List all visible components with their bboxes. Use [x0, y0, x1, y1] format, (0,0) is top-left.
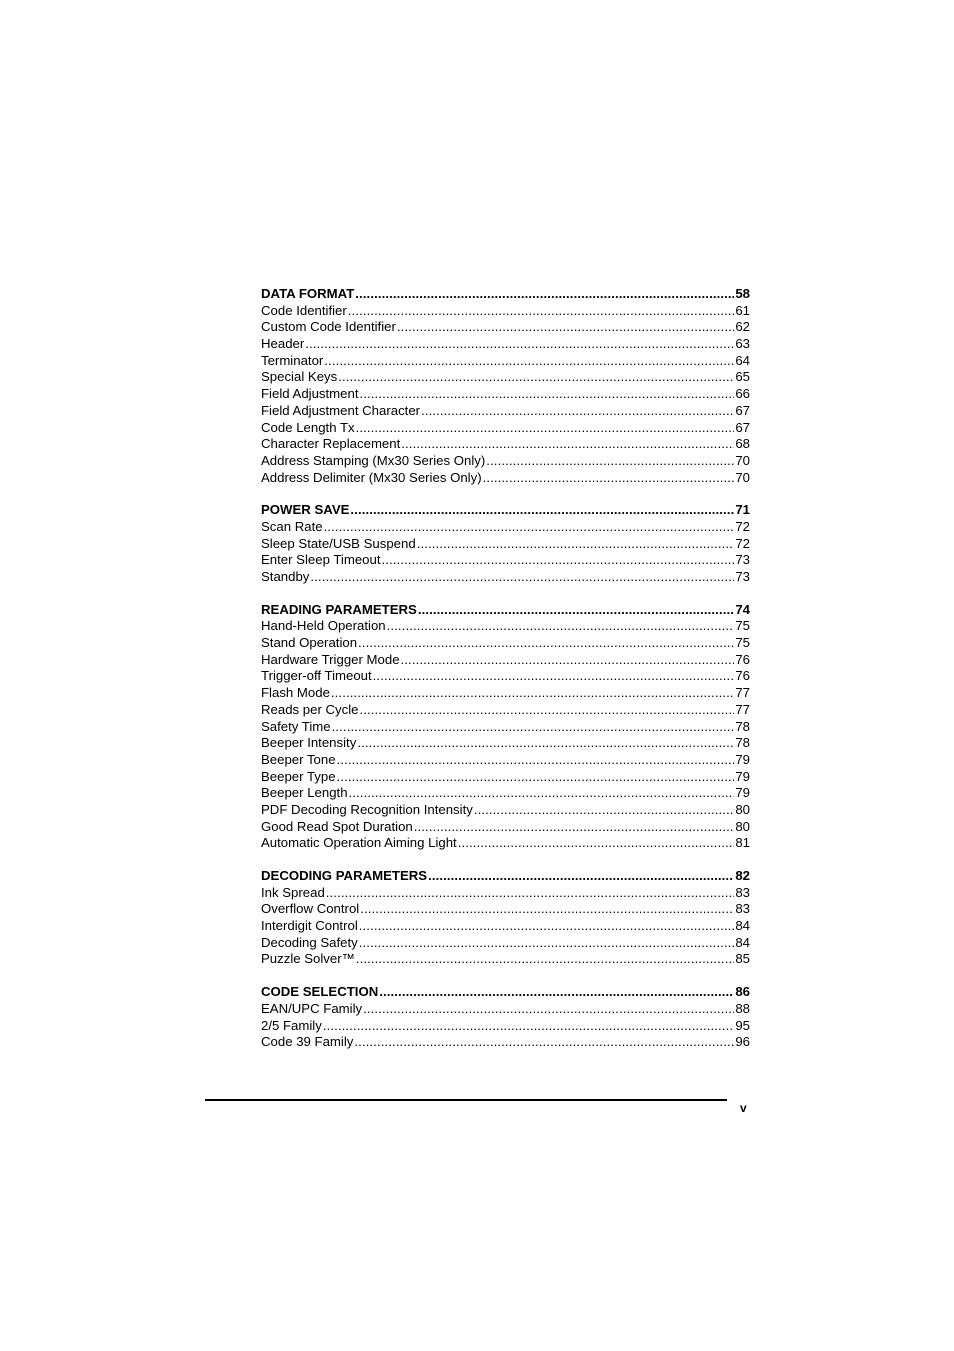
toc-entry-label: Terminator	[261, 352, 324, 368]
toc-entry-label: CODE SELECTION	[261, 984, 379, 1000]
table-of-contents	[261, 286, 750, 1067]
toc-entry-page: 72	[735, 535, 750, 551]
toc-entry-page: 75	[735, 618, 750, 634]
dot-leader	[486, 453, 734, 470]
toc-entry-label: Reads per Cycle	[261, 701, 359, 717]
dot-leader	[417, 536, 735, 553]
dot-leader	[458, 835, 735, 852]
footer-divider	[205, 1099, 727, 1101]
toc-entry-label: Safety Time	[261, 718, 331, 734]
dot-leader	[387, 618, 735, 635]
toc-entry-label: Scan Rate	[261, 518, 323, 534]
dot-leader	[379, 984, 734, 1001]
toc-entry[interactable]	[261, 552, 750, 569]
toc-entry-label: Custom Code Identifier	[261, 319, 396, 335]
dot-leader	[382, 552, 735, 569]
toc-entry[interactable]	[261, 901, 750, 918]
toc-entry[interactable]	[261, 702, 750, 719]
toc-entry-page: 81	[735, 835, 750, 851]
toc-entry-page: 79	[735, 768, 750, 784]
toc-entry[interactable]	[261, 1018, 750, 1035]
dot-leader	[355, 286, 734, 303]
dot-leader	[359, 935, 735, 952]
toc-entry-page: 84	[735, 934, 750, 950]
toc-entry-label: Special Keys	[261, 369, 338, 385]
toc-entry[interactable]	[261, 835, 750, 852]
toc-sections	[261, 286, 750, 1051]
dot-leader	[357, 735, 734, 752]
toc-entry-label: Puzzle Solver™	[261, 951, 355, 967]
toc-entry-label: Beeper Tone	[261, 751, 336, 767]
toc-entry-page: 68	[735, 436, 750, 452]
toc-entry-label: Address Stamping (Mx30 Series Only)	[261, 452, 486, 468]
toc-section	[261, 602, 750, 852]
toc-entry-page: 62	[735, 319, 750, 335]
dot-leader	[418, 602, 735, 619]
toc-entry-label: Trigger-off Timeout	[261, 668, 372, 684]
toc-entry-page: 65	[735, 369, 750, 385]
toc-entry-page: 73	[735, 569, 750, 584]
toc-entry-label: Beeper Intensity	[261, 735, 357, 751]
toc-entry-page: 67	[735, 419, 750, 435]
toc-entry-label: 2/5 Family	[261, 1017, 322, 1033]
toc-entry-page: 77	[735, 701, 750, 717]
dot-leader	[397, 319, 734, 336]
toc-entry[interactable]	[261, 885, 750, 902]
toc-entry[interactable]	[261, 403, 750, 420]
toc-entry-page: 73	[735, 552, 750, 568]
toc-entry-page: 77	[735, 685, 750, 701]
toc-entry-label: Ink Spread	[261, 884, 325, 900]
toc-entry[interactable]	[261, 685, 750, 702]
toc-entry-label: Code Length Tx	[261, 419, 355, 435]
toc-entry-page: 71	[735, 502, 750, 518]
dot-leader	[337, 769, 735, 786]
toc-entry-label: Code 39 Family	[261, 1034, 354, 1050]
toc-entry-page: 78	[735, 735, 750, 751]
toc-entry-label: Address Delimiter (Mx30 Series Only)	[261, 469, 482, 485]
toc-entry[interactable]	[261, 668, 750, 685]
toc-entry[interactable]	[261, 819, 750, 836]
toc-section	[261, 984, 750, 1051]
toc-entry-label: Hand-Held Operation	[261, 618, 386, 634]
toc-entry[interactable]	[261, 618, 750, 635]
toc-entry-label: Interdigit Control	[261, 918, 358, 934]
toc-entry-label: POWER SAVE	[261, 502, 350, 518]
toc-entry[interactable]	[261, 569, 750, 586]
toc-entry[interactable]	[261, 802, 750, 819]
toc-entry-page: 70	[735, 452, 750, 468]
toc-entry[interactable]	[261, 935, 750, 952]
toc-section-heading[interactable]	[261, 502, 750, 519]
toc-entry-page: 82	[735, 868, 750, 883]
dot-leader	[373, 668, 735, 685]
toc-section-heading[interactable]	[261, 868, 750, 885]
toc-section-heading[interactable]	[261, 286, 750, 303]
toc-entry-label: Hardware Trigger Mode	[261, 651, 400, 667]
toc-entry-page: 85	[735, 951, 750, 967]
toc-entry[interactable]	[261, 453, 750, 470]
toc-entry[interactable]	[261, 369, 750, 386]
dot-leader	[338, 369, 734, 386]
dot-leader	[350, 502, 734, 519]
toc-entry-label: Overflow Control	[261, 901, 360, 917]
dot-leader	[358, 635, 734, 652]
toc-entry-label: EAN/UPC Family	[261, 1000, 363, 1016]
toc-entry-label: Beeper Length	[261, 785, 348, 801]
dot-leader	[331, 685, 734, 702]
dot-leader	[414, 819, 735, 836]
toc-entry-page: 67	[735, 402, 750, 418]
toc-entry-page: 74	[735, 601, 750, 617]
toc-entry-label: Beeper Type	[261, 768, 336, 784]
toc-entry[interactable]	[261, 752, 750, 769]
toc-entry-page: 72	[735, 518, 750, 534]
dot-leader	[428, 868, 734, 885]
toc-entry-label: Decoding Safety	[261, 934, 358, 950]
toc-entry[interactable]	[261, 951, 750, 968]
toc-entry[interactable]	[261, 769, 750, 786]
dot-leader	[324, 353, 734, 370]
dot-leader	[360, 901, 734, 918]
toc-section	[261, 502, 750, 585]
toc-entry-label: DECODING PARAMETERS	[261, 868, 428, 883]
toc-entry-label: READING PARAMETERS	[261, 601, 417, 617]
toc-entry[interactable]	[261, 470, 750, 487]
toc-entry[interactable]	[261, 420, 750, 437]
toc-entry-page: 79	[735, 785, 750, 801]
dot-leader	[305, 336, 734, 353]
toc-section	[261, 868, 750, 968]
toc-entry-page: 70	[735, 469, 750, 485]
toc-entry[interactable]	[261, 536, 750, 553]
toc-entry-page: 83	[735, 901, 750, 917]
toc-entry-label: DATA FORMAT	[261, 286, 355, 301]
dot-leader	[349, 785, 735, 802]
dot-leader	[401, 652, 735, 669]
dot-leader	[363, 1001, 734, 1018]
toc-entry[interactable]	[261, 519, 750, 536]
toc-entry-label: Field Adjustment Character	[261, 402, 421, 418]
toc-entry-page: 84	[735, 918, 750, 934]
toc-entry[interactable]	[261, 319, 750, 336]
toc-entry[interactable]	[261, 336, 750, 353]
toc-entry-page: 83	[735, 884, 750, 900]
toc-entry-page: 61	[735, 302, 750, 318]
toc-entry-label: Sleep State/USB Suspend	[261, 535, 416, 551]
toc-entry[interactable]	[261, 1001, 750, 1018]
toc-entry-page: 64	[735, 352, 750, 368]
toc-entry[interactable]	[261, 386, 750, 403]
toc-entry[interactable]	[261, 652, 750, 669]
toc-entry-label: Automatic Operation Aiming Light	[261, 835, 457, 851]
toc-entry-page: 79	[735, 751, 750, 767]
toc-entry-label: Flash Mode	[261, 685, 330, 701]
toc-entry-page: 78	[735, 718, 750, 734]
toc-entry[interactable]	[261, 1034, 750, 1051]
dot-leader	[354, 1034, 734, 1051]
dot-leader	[356, 951, 735, 968]
dot-leader	[483, 470, 735, 487]
toc-entry[interactable]	[261, 635, 750, 652]
dot-leader	[474, 802, 734, 819]
toc-section-heading[interactable]	[261, 602, 750, 619]
dot-leader	[323, 1018, 735, 1035]
toc-entry-label: Character Replacement	[261, 436, 401, 452]
toc-entry-label: Field Adjustment	[261, 386, 359, 402]
toc-entry-page: 76	[735, 668, 750, 684]
dot-leader	[326, 885, 735, 902]
toc-entry[interactable]	[261, 785, 750, 802]
dot-leader	[348, 303, 735, 320]
toc-section	[261, 286, 750, 486]
toc-entry-label: PDF Decoding Recognition Intensity	[261, 801, 473, 817]
dot-leader	[337, 752, 735, 769]
dot-leader	[401, 436, 734, 453]
toc-entry-label: Code Identifier	[261, 302, 347, 318]
toc-entry[interactable]	[261, 719, 750, 736]
dot-leader	[310, 569, 734, 586]
toc-entry-label: Header	[261, 336, 305, 352]
toc-section-heading[interactable]	[261, 984, 750, 1001]
dot-leader	[359, 918, 735, 935]
toc-entry-page: 63	[735, 336, 750, 352]
toc-entry-page: 80	[735, 818, 750, 834]
toc-entry-page: 96	[735, 1034, 750, 1050]
dot-leader	[421, 403, 734, 420]
dot-leader	[324, 519, 735, 536]
toc-entry-page: 66	[735, 386, 750, 402]
toc-entry-page: 76	[735, 651, 750, 667]
toc-entry-label: Stand Operation	[261, 635, 358, 651]
dot-leader	[332, 719, 735, 736]
toc-entry[interactable]	[261, 918, 750, 935]
toc-entry-page: 88	[735, 1000, 750, 1016]
toc-entry-label: Standby	[261, 569, 310, 584]
toc-entry-page: 95	[735, 1017, 750, 1033]
toc-entry-page: 75	[735, 635, 750, 651]
toc-entry[interactable]	[261, 436, 750, 453]
toc-entry[interactable]	[261, 353, 750, 370]
dot-leader	[360, 386, 735, 403]
toc-entry-page: 80	[735, 801, 750, 817]
toc-entry-page: 86	[735, 984, 750, 1000]
toc-entry[interactable]	[261, 735, 750, 752]
dot-leader	[356, 420, 735, 437]
toc-entry-page: 58	[735, 286, 750, 301]
dot-leader	[359, 702, 734, 719]
toc-entry[interactable]	[261, 303, 750, 320]
page-number: v	[740, 1101, 747, 1115]
toc-entry-label: Enter Sleep Timeout	[261, 552, 381, 568]
toc-entry-label: Good Read Spot Duration	[261, 818, 413, 834]
